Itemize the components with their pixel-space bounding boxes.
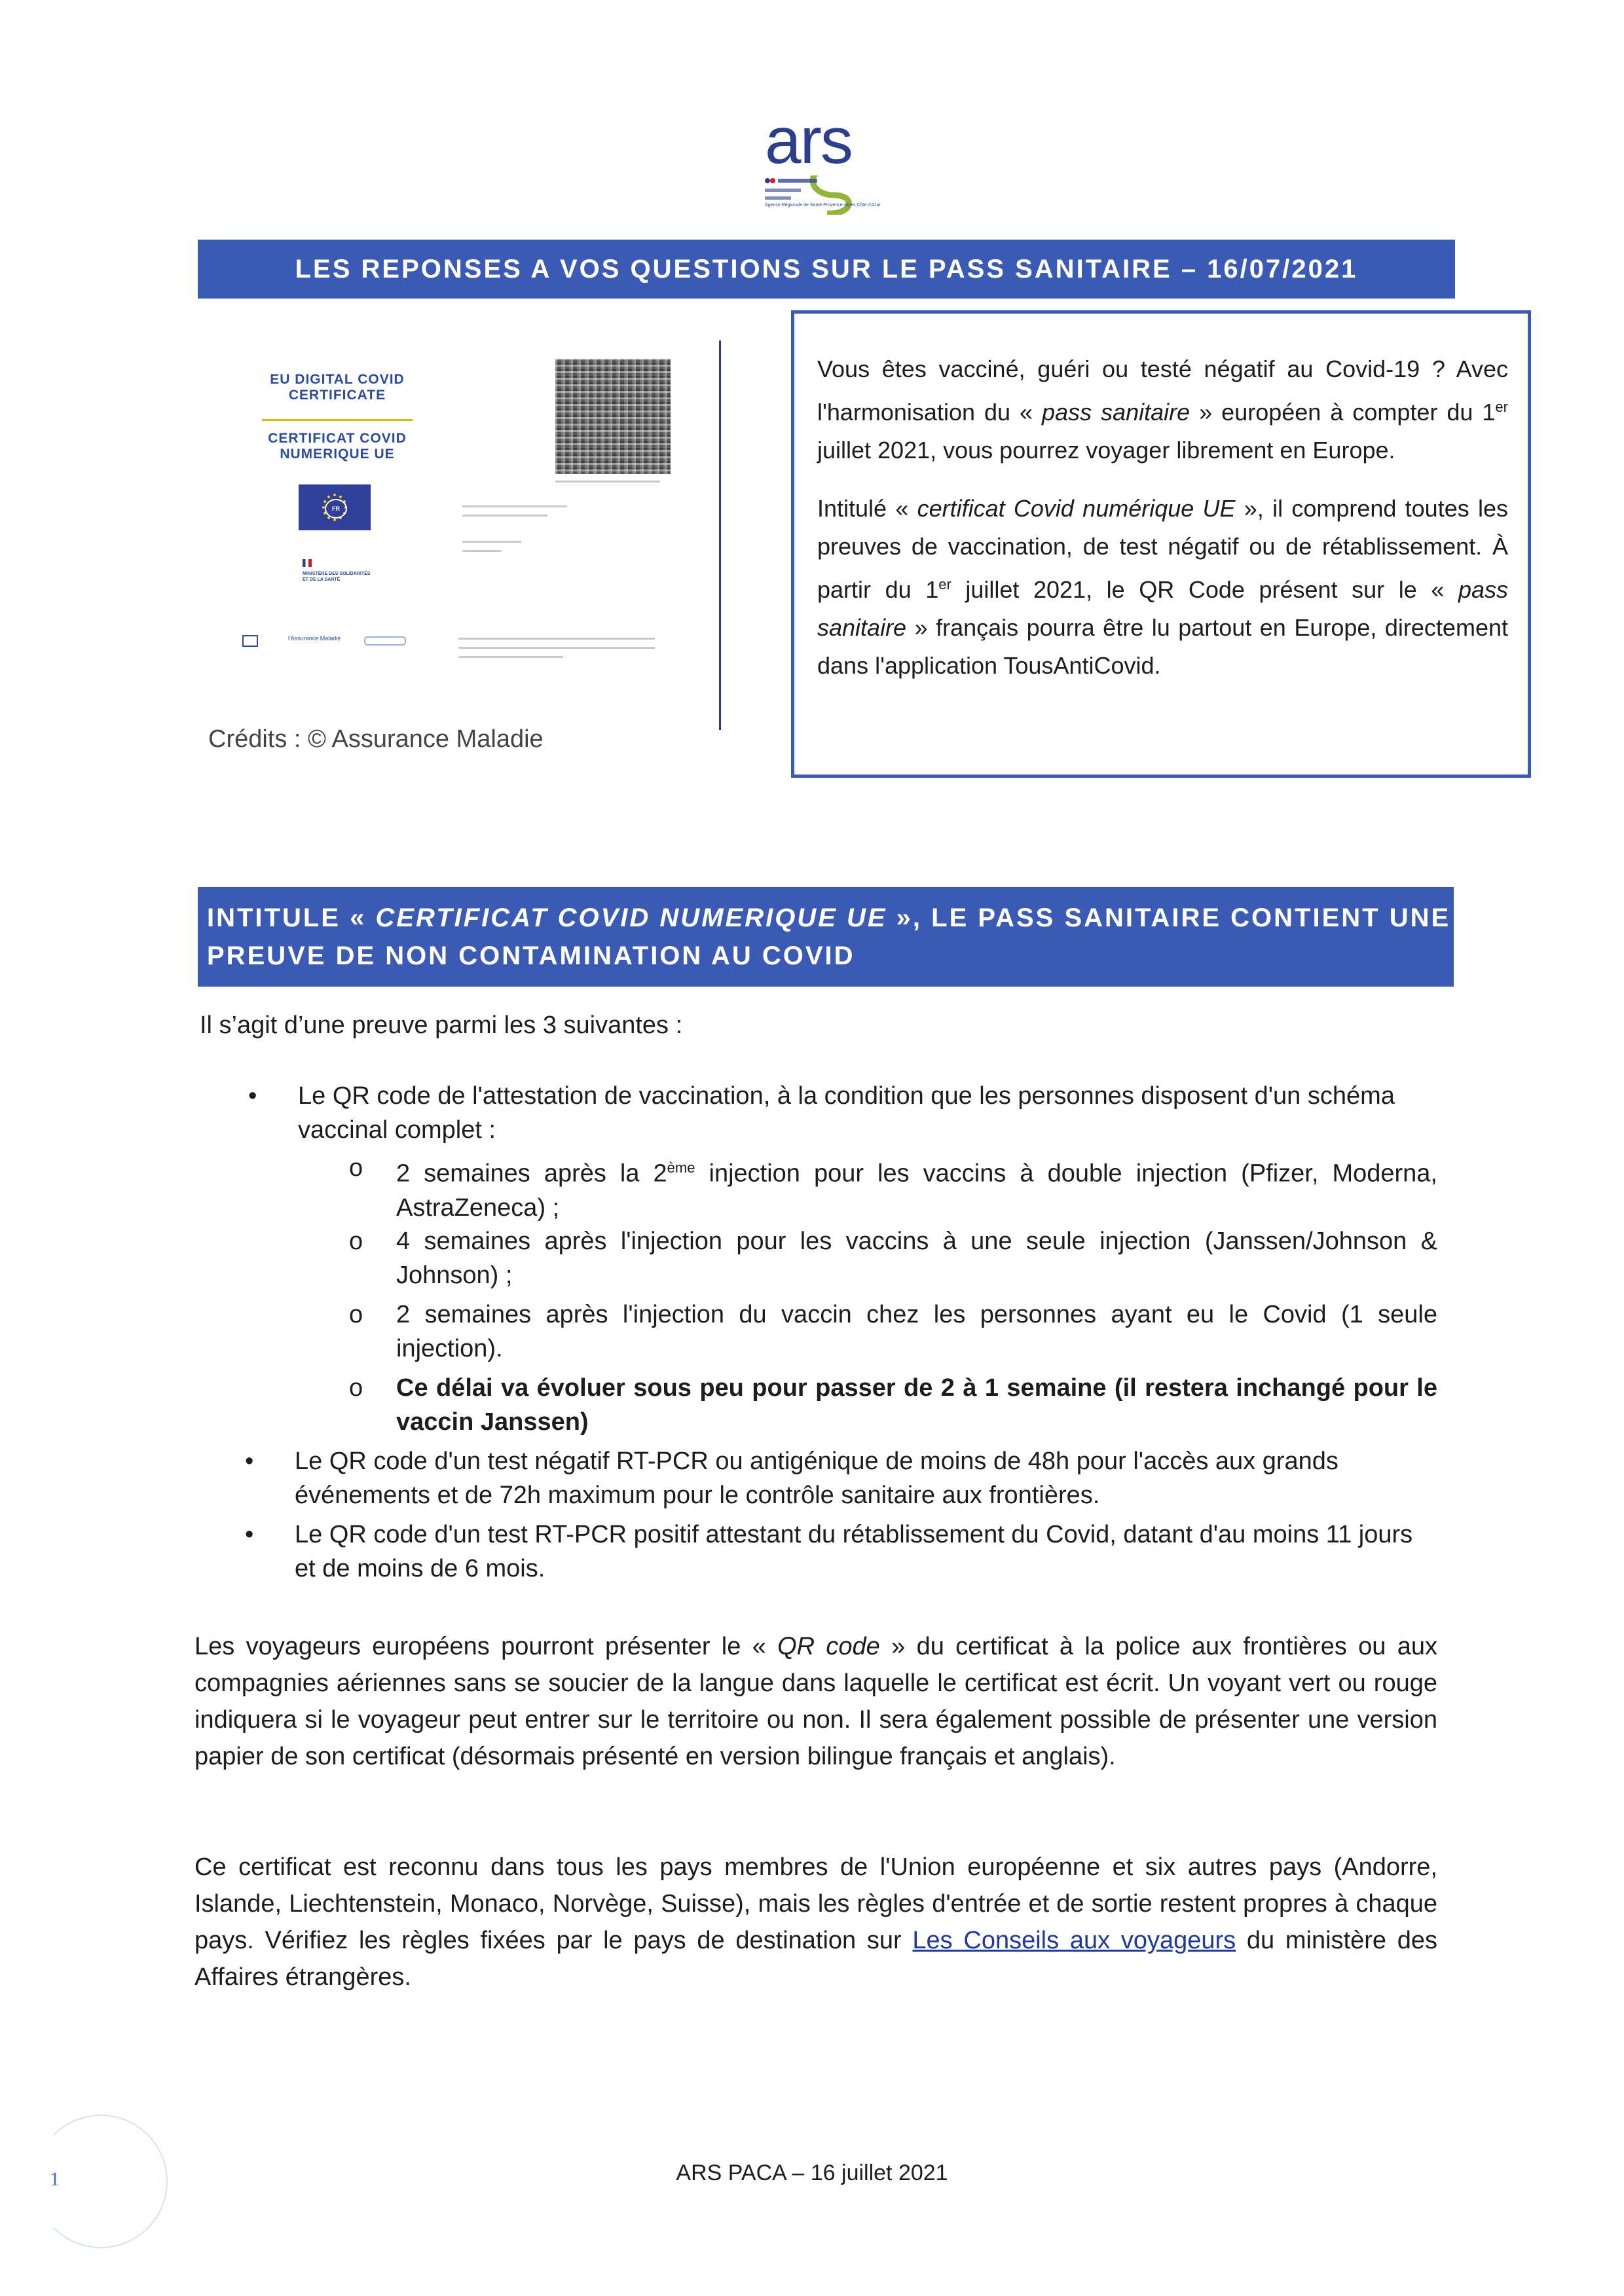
faint-text-line bbox=[462, 515, 547, 517]
text-segment: Les voyageurs européens pourront présenter le « bbox=[194, 1633, 778, 1660]
faint-text-line bbox=[555, 481, 660, 483]
bullet-icon: • bbox=[248, 1082, 257, 1110]
sub-bullet-icon: o bbox=[349, 1154, 363, 1182]
sub-list-item bbox=[349, 1151, 1437, 1225]
emphasis-qr-code: QR code bbox=[777, 1633, 880, 1660]
list-item-text: injection pour les vaccins à double injection (Pfizer, Moderna, AstraZeneca) ; bbox=[396, 1159, 1437, 1222]
list-item-text: Le QR code de l'attestation de vaccination, à la condition que les personnes disposent d'un schéma vaccinal complet : bbox=[298, 1082, 1395, 1144]
paragraph-pays-membres bbox=[194, 1849, 1437, 1995]
certificate-title-fr: CERTIFICAT COVID NUMERIQUE UE bbox=[268, 431, 407, 462]
sub-list-item bbox=[349, 1371, 1437, 1439]
text-segment: Intitulé « bbox=[817, 495, 917, 522]
text-segment: INTITULE « bbox=[207, 903, 376, 932]
info-box-paragraph-1 bbox=[817, 350, 1508, 469]
sub-bullet-icon: o bbox=[349, 1301, 363, 1328]
flag-label: FR bbox=[325, 499, 347, 519]
sub-bullet-icon: o bbox=[349, 1374, 363, 1402]
logo-text: ars bbox=[765, 104, 852, 177]
faint-text-line bbox=[458, 638, 655, 640]
page-footer: ARS PACA – 16 juillet 2021 bbox=[676, 2160, 948, 2185]
vertical-divider bbox=[719, 340, 721, 730]
emphasis-certificat: certificat Covid numérique UE bbox=[917, 495, 1236, 522]
text-segment: » français pourra être lu partout en Europe, directement dans l'application TousAntiCovid. bbox=[817, 614, 1508, 679]
superscript: er bbox=[938, 576, 951, 592]
list-item-text: 2 semaines après la 2 bbox=[396, 1159, 667, 1188]
ministry-flag-icon bbox=[303, 559, 312, 567]
bullet-icon: • bbox=[245, 1448, 254, 1475]
ars-mini-logo-icon bbox=[242, 635, 258, 647]
paragraph-voyageurs bbox=[194, 1628, 1437, 1775]
logo-subtitle-graphic bbox=[765, 175, 857, 215]
superscript: ème bbox=[667, 1159, 695, 1176]
emphasis-pass-sanitaire: pass sanitaire bbox=[817, 576, 1508, 641]
text-segment: » européen à compter du 1 bbox=[1190, 399, 1496, 426]
list-item-text: 4 semaines après l'injection pour les vaccins à une seule injection (Janssen/Johnson & Johnson) ; bbox=[396, 1228, 1437, 1289]
text-segment: juillet 2021, le QR Code présent sur le « bbox=[951, 576, 1458, 603]
superscript: er bbox=[1495, 399, 1508, 415]
text-segment: Ce certificat est reconnu dans tous les pays membres de l'Union européenne et six autres pays (Andorre, Islande, Liechtenstein, Monaco, Norvège, Suisse), mais les règles d'entrée et de sortie restent propres à chaque pays. Vérifiez les règles fixées par le pays de destination sur bbox=[194, 1853, 1437, 1954]
qr-code-icon bbox=[555, 359, 671, 474]
sub-list-item bbox=[349, 1298, 1437, 1366]
certificate-title-en: EU DIGITAL COVID CERTIFICATE bbox=[270, 372, 405, 403]
text-segment: du ministère des Affaires étrangères. bbox=[194, 1927, 1437, 1991]
bullet-icon: • bbox=[245, 1521, 254, 1548]
faint-text-line bbox=[458, 656, 563, 658]
list-item-text: Le QR code d'un test négatif RT-PCR ou antigénique de moins de 48h pour l'accès aux grands événements et de 72h maximum pour le contrôle sanitaire aux frontières. bbox=[295, 1448, 1338, 1509]
text-segment: juillet 2021, vous pourrez voyager librement en Europe. bbox=[817, 437, 1395, 464]
faint-text-line bbox=[462, 541, 521, 543]
list-item bbox=[248, 1079, 1437, 1147]
sub-bullet-icon: o bbox=[349, 1228, 363, 1255]
text-segment: », il comprend toutes les preuves de vaccination, de test négatif ou de rétablissement. À partir du 1 bbox=[817, 495, 1508, 603]
conseils-aux-voyageurs-link[interactable]: Les Conseils aux voyageurs bbox=[912, 1927, 1236, 1954]
text-segment: Vous êtes vacciné, guéri ou testé négatif au Covid-19 ? Avec l'harmonisation du « bbox=[817, 355, 1508, 426]
list-item-text: Le QR code d'un test RT-PCR positif attestant du rétablissement du Covid, datant d'au moins 11 jours et de moins de 6 mois. bbox=[295, 1521, 1413, 1582]
list-item bbox=[245, 1444, 1434, 1512]
logo-subtitle: Agence Régionale de Santé Provence-Alpes Côte d'Azur bbox=[765, 203, 881, 208]
ars-logo bbox=[753, 105, 904, 223]
eu-flag-icon bbox=[299, 484, 371, 530]
text-segment: », LE PASS SANITAIRE CONTIENT UNE PREUVE DE NON CONTAMINATION AU COVID bbox=[207, 903, 1451, 970]
faint-text-line bbox=[458, 647, 655, 649]
list-item bbox=[245, 1518, 1434, 1586]
list-item-text: Ce délai va évoluer sous peu pour passer de 2 à 1 semaine (il restera inchangé pour le vaccin Janssen) bbox=[396, 1374, 1437, 1436]
emphasis-certificat: CERTIFICAT COVID NUMERIQUE UE bbox=[375, 903, 887, 932]
section-banner-pass-sanitaire: LES REPONSES A VOS QUESTIONS SUR LE PASS SANITAIRE – 16/07/2021 bbox=[198, 240, 1455, 299]
faint-text-line bbox=[462, 505, 567, 507]
partner-logo-icon bbox=[364, 636, 406, 646]
assurance-maladie-logo: l'Assurance Maladie bbox=[288, 635, 341, 642]
page-number: 1 bbox=[50, 2168, 60, 2190]
list-item-text: 2 semaines après l'injection du vaccin chez les personnes ayant eu le Covid (1 seule injection). bbox=[396, 1301, 1437, 1362]
emphasis-pass-sanitaire: pass sanitaire bbox=[1042, 399, 1190, 426]
image-credits: Crédits : © Assurance Maladie bbox=[208, 725, 544, 753]
faint-text-line bbox=[462, 550, 502, 552]
text-segment: » du certificat à la police aux frontières ou aux compagnies aériennes sans se soucier de la langue dans laquelle le certificat est écrit. Un voyant vert ou rouge indiquera si le voyageur peut entrer sur le territoire ou non. Il sera également possible de présenter une version papier de son certificat (désormais présenté en version bilingue français et anglais). bbox=[194, 1633, 1437, 1770]
info-box-paragraph-2 bbox=[817, 490, 1508, 685]
covid-certificate-image bbox=[196, 327, 707, 681]
ministry-name: MINISTÈRE DES SOLIDARITÉS ET DE LA SANTÉ bbox=[303, 572, 371, 582]
section-banner-certificat bbox=[198, 887, 1454, 987]
sub-list-item bbox=[349, 1224, 1437, 1292]
intro-text: Il s’agit d’une preuve parmi les 3 suivantes : bbox=[200, 1011, 683, 1039]
certificate-divider bbox=[262, 419, 413, 421]
